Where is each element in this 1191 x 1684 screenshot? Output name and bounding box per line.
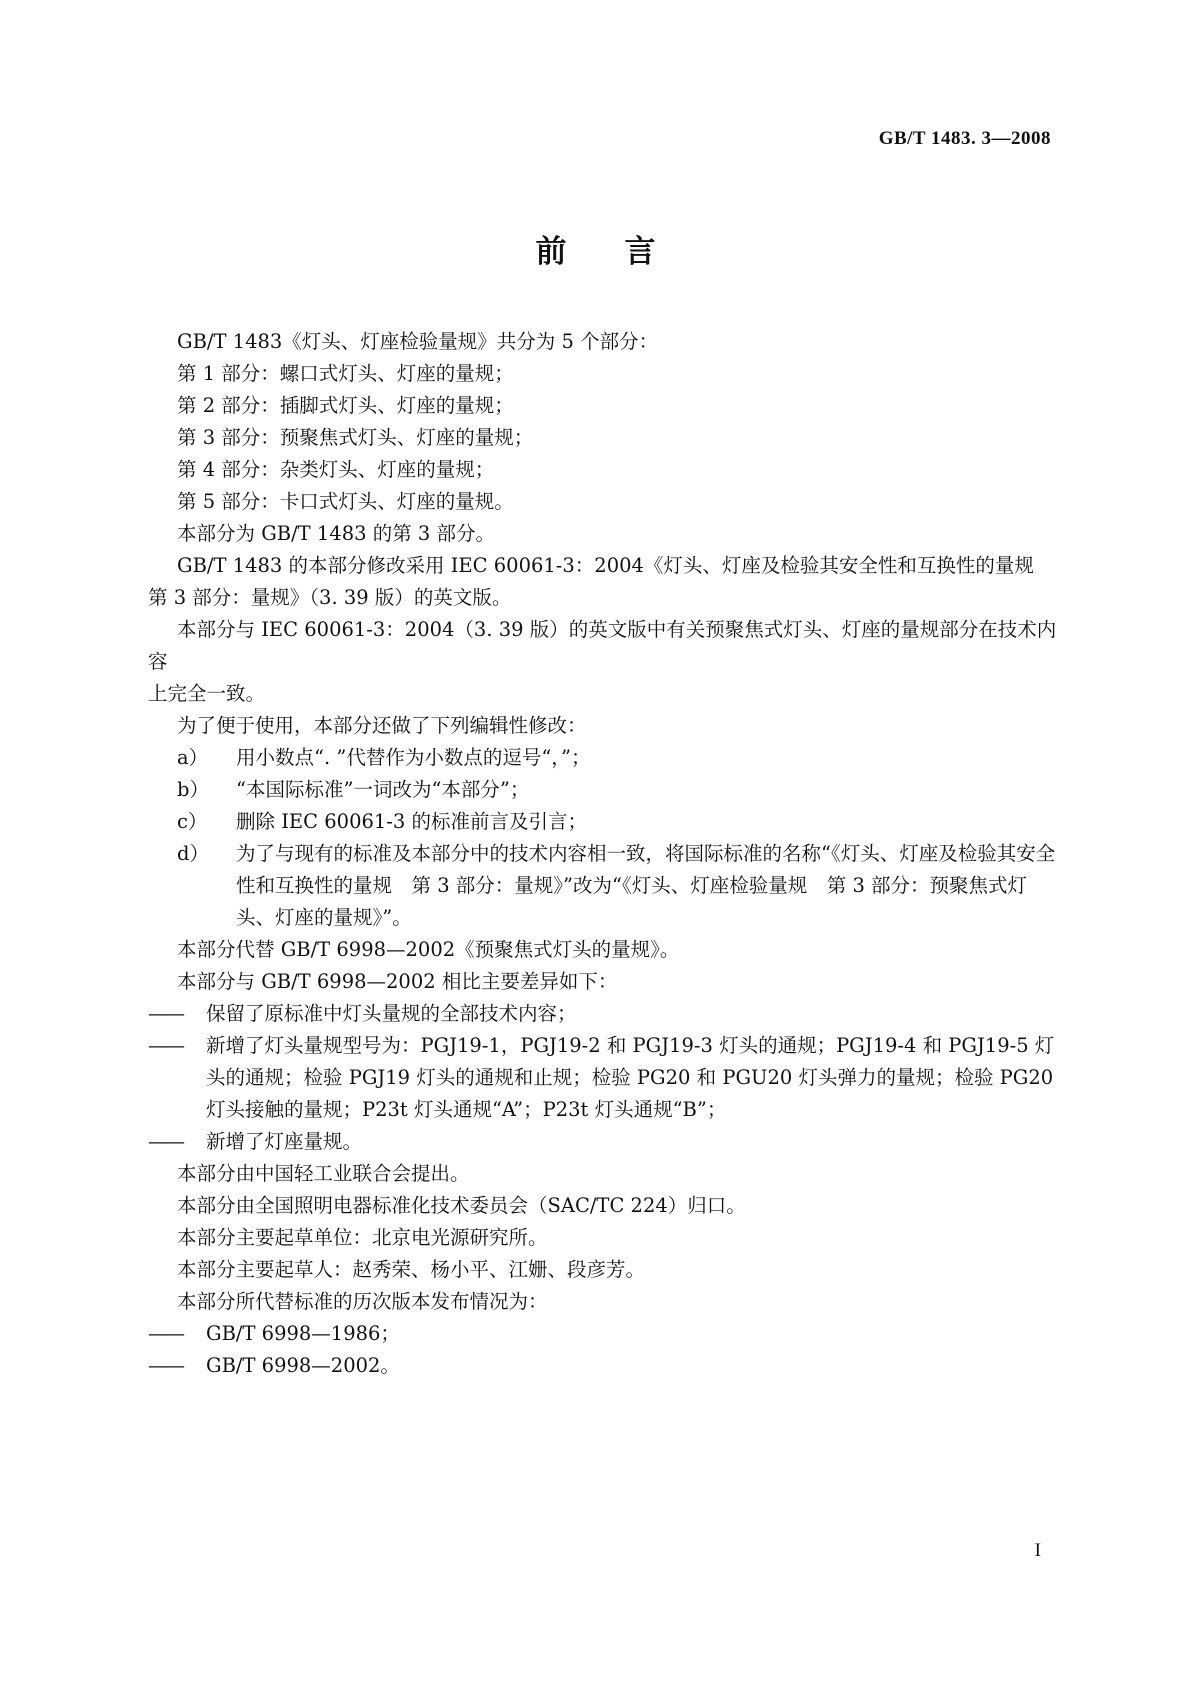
paragraph-adoption-line1: GB/T 1483 的本部分修改采用 IEC 60061-3：2004《灯头、灯座及检验其安全性和互换性的量规 [177, 554, 1034, 577]
edit-label: a） [177, 746, 209, 769]
difference-text: 保留了原标准中灯头量规的全部技术内容； [206, 1002, 577, 1025]
edit-list-item [148, 806, 1058, 838]
paragraph-consistency-line2: 上完全一致。 [148, 682, 266, 705]
paragraph-edits-intro: 为了便于使用，本部分还做了下列编辑性修改： [177, 714, 587, 737]
paragraph-proposer: 本部分由中国轻工业联合会提出。 [177, 1162, 470, 1185]
history-text: GB/T 6998—1986； [206, 1322, 400, 1345]
edit-label: d） [177, 842, 209, 865]
part-list-item: 第 4 部分：杂类灯头、灯座的量规； [177, 458, 495, 481]
standard-code: GB/T 1483. 3—2008 [878, 128, 1051, 149]
paragraph-history-intro: 本部分所代替标准的历次版本发布情况为： [177, 1290, 548, 1313]
paragraph-drafters: 本部分主要起草人：赵秀荣、杨小平、江姗、段彦芳。 [177, 1258, 646, 1281]
difference-list-item [148, 1126, 1058, 1158]
difference-list-item [148, 1030, 1058, 1126]
paragraph-consistency-line1: 本部分与 IEC 60061-3：2004（3. 39 版）的英文版中有关预聚焦式灯头、灯座的量规部分在技术内容 [148, 618, 1057, 673]
edit-text: 删除 IEC 60061-3 的标准前言及引言； [236, 810, 587, 833]
paragraph-this-part: 本部分为 GB/T 1483 的第 3 部分。 [177, 522, 496, 545]
edit-label: c） [177, 810, 208, 833]
page-title [0, 226, 1191, 271]
paragraph-intro: GB/T 1483《灯头、灯座检验量规》共分为 5 个部分： [177, 330, 659, 353]
title-char-1: 前 [535, 234, 567, 270]
difference-text: 新增了灯座量规。 [206, 1130, 363, 1153]
paragraph-replaces: 本部分代替 GB/T 6998—2002《预聚焦式灯头的量规》。 [177, 938, 680, 961]
paragraph-adoption-line2: 第 3 部分：量规》（3. 39 版）的英文版。 [148, 586, 512, 609]
foreword-body [148, 326, 1058, 1382]
part-list-item: 第 1 部分：螺口式灯头、灯座的量规； [177, 362, 514, 385]
difference-list-item [148, 998, 1058, 1030]
dash-marker: —— [148, 1034, 183, 1057]
paragraph-differences-intro: 本部分与 GB/T 6998—2002 相比主要差异如下： [177, 970, 618, 993]
edit-list-item [148, 838, 1058, 934]
dash-marker: —— [148, 1354, 183, 1377]
edit-list-item [148, 742, 1058, 774]
edit-text: 为了与现有的标准及本部分中的技术内容相一致，将国际标准的名称“《灯头、灯座及检验其安全性和互换性的量规 第 3 部分：量规》”改为“《灯头、灯座检验量规 第 3 部分：预聚焦式灯头、灯座的量规》”。 [236, 842, 1056, 929]
dash-marker: —— [148, 1130, 183, 1153]
part-list-item: 第 2 部分：插脚式灯头、灯座的量规； [177, 394, 514, 417]
edit-list-item [148, 774, 1058, 806]
edit-text: 用小数点“. ”代替作为小数点的逗号“，”； [236, 746, 591, 769]
edit-text: “本国际标准”一词改为“本部分”； [236, 778, 530, 801]
history-list-item [148, 1350, 1058, 1382]
title-char-2: 言 [624, 234, 656, 270]
paragraph-drafting-unit: 本部分主要起草单位：北京电光源研究所。 [177, 1226, 548, 1249]
page-number: I [1034, 1540, 1041, 1561]
history-list-item [148, 1318, 1058, 1350]
paragraph-committee: 本部分由全国照明电器标准化技术委员会（SAC/TC 224）归口。 [177, 1194, 746, 1217]
dash-marker: —— [148, 1002, 183, 1025]
dash-marker: —— [148, 1322, 183, 1345]
edit-label: b） [177, 778, 209, 801]
difference-text: 新增了灯头量规型号为：PGJ19-1，PGJ19-2 和 PGJ19-3 灯头的通规；PGJ19-4 和 PGJ19-5 灯头的通规；检验 PGJ19 灯头的通规和止规；检验 PG20 和 PGU20 灯头弹力的量规；检验 PG20 灯头接触的量规；P23t 灯头通规“A”；P23t 灯头通规“B”； [206, 1034, 1055, 1121]
part-list-item: 第 3 部分：预聚焦式灯头、灯座的量规； [177, 426, 534, 449]
history-text: GB/T 6998—2002。 [206, 1354, 400, 1377]
part-list-item: 第 5 部分：卡口式灯头、灯座的量规。 [177, 490, 514, 513]
